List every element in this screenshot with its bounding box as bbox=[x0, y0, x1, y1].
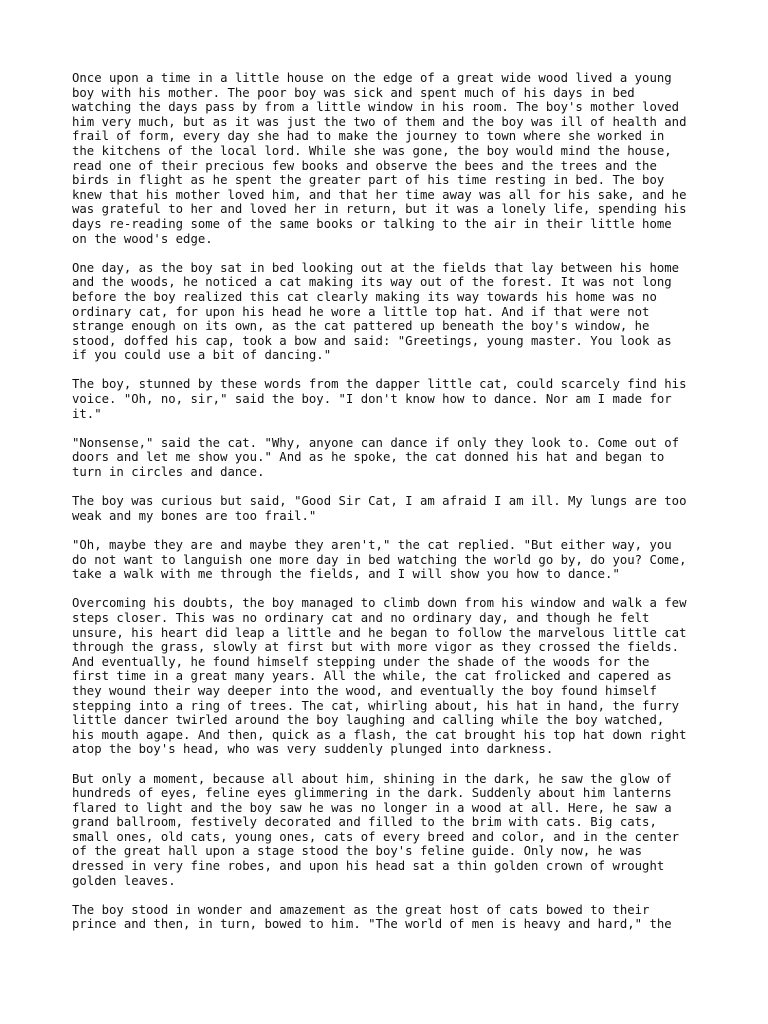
paragraph-5: The boy was curious but said, "Good Sir Cat, I am afraid I am ill. My lungs are too weak and my bones are too frail." bbox=[72, 494, 687, 523]
paragraph-9: The boy stood in wonder and amazement as the great host of cats bowed to their prince and then, in turn, bowed to him. "The world of men is heavy and hard," the bbox=[72, 902, 672, 932]
paragraph-2: One day, as the boy sat in bed looking out at the fields that lay between his home and the woods, he noticed a cat making its way out of the forest. It was not long before the boy realized this cat clearly making its way towards his home was no ordinary cat, for upon his head he wore a little top hat. And if that were not strange enough on its own, as the cat pattered up beneath the boy's window, he stood, doffed his cap, took a bow and said: "Greetings, young master. You look as if you could use a bit of dancing." bbox=[72, 260, 680, 363]
paragraph-8: But only a moment, because all about him, shining in the dark, he saw the glow of hundreds of eyes, feline eyes glimmering in the dark. Suddenly about him lanterns flared to light and the boy saw he was no longer in a wood at all. Here, he saw a grand ballroom, festively decorated and filled to the brim with cats. Big cats, small ones, old cats, young ones, cats of every breed and color, and in the center of the great hall upon a stage stood the boy's feline guide. Only now, he was dressed in very fine robes, and upon his head sat a thin golden crown of wrought golden leaves. bbox=[72, 771, 680, 888]
paragraph-1: Once upon a time in a little house on the edge of a great wide wood lived a young boy with his mother. The poor boy was sick and spent much of his days in bed watching the days pass by from a little window in his room. The boy's mother loved him very much, but as it was just the two of them and the boy was ill of health and frail of form, every day she had to make the journey to town where she worked in the kitchens of the local lord. While she was gone, the boy would mind the house, read one of their precious few books and observe the bees and the trees and the birds in flight as he spent the greater part of his time resting in bed. The boy knew that his mother loved him, and that her time away was all for his sake, and he was grateful to her and loved her in return, but it was a lonely life, spending his days re-reading some of the same books or talking to the air in their little home on the wood's edge. bbox=[72, 71, 687, 246]
paragraph-3: The boy, stunned by these words from the dapper little cat, could scarcely find his voice. "Oh, no, sir," said the boy. "I don't know how to dance. Nor am I made for it." bbox=[72, 377, 687, 421]
paragraph-4: "Nonsense," said the cat. "Why, anyone can dance if only they look to. Come out of doors and let me show you." And as he spoke, the cat donned his hat and began to turn in circles and dance. bbox=[72, 435, 680, 480]
paragraph-6: "Oh, maybe they are and maybe they aren't," the cat replied. "But either way, you do not want to languish one more day in bed watching the world go by, do you? Come, take a walk with me through the fields, and I will show you how to dance." bbox=[72, 538, 687, 582]
paragraph-7: Overcoming his doubts, the boy managed to climb down from his window and walk a few steps closer. This was no ordinary cat and no ordinary day, and though he felt unsure, his heart did leap a little and he began to follow the marvelous little cat through the grass, slowly at first but with more vigor as they crossed the fields. And eventually, he found himself stepping under the shade of the woods for the first time in a great many years. All the while, the cat frolicked and capered as they wound their way deeper into the wood, and eventually the boy found himself stepping into a ring of trees. The cat, whirling about, his hat in hand, the furry little dancer twirled around the boy laughing and calling while the boy watched, his mouth agape. And then, quick as a flash, the cat brought his top hat down right atop the boy's head, who was very suddenly plunged into darkness. bbox=[72, 596, 687, 757]
